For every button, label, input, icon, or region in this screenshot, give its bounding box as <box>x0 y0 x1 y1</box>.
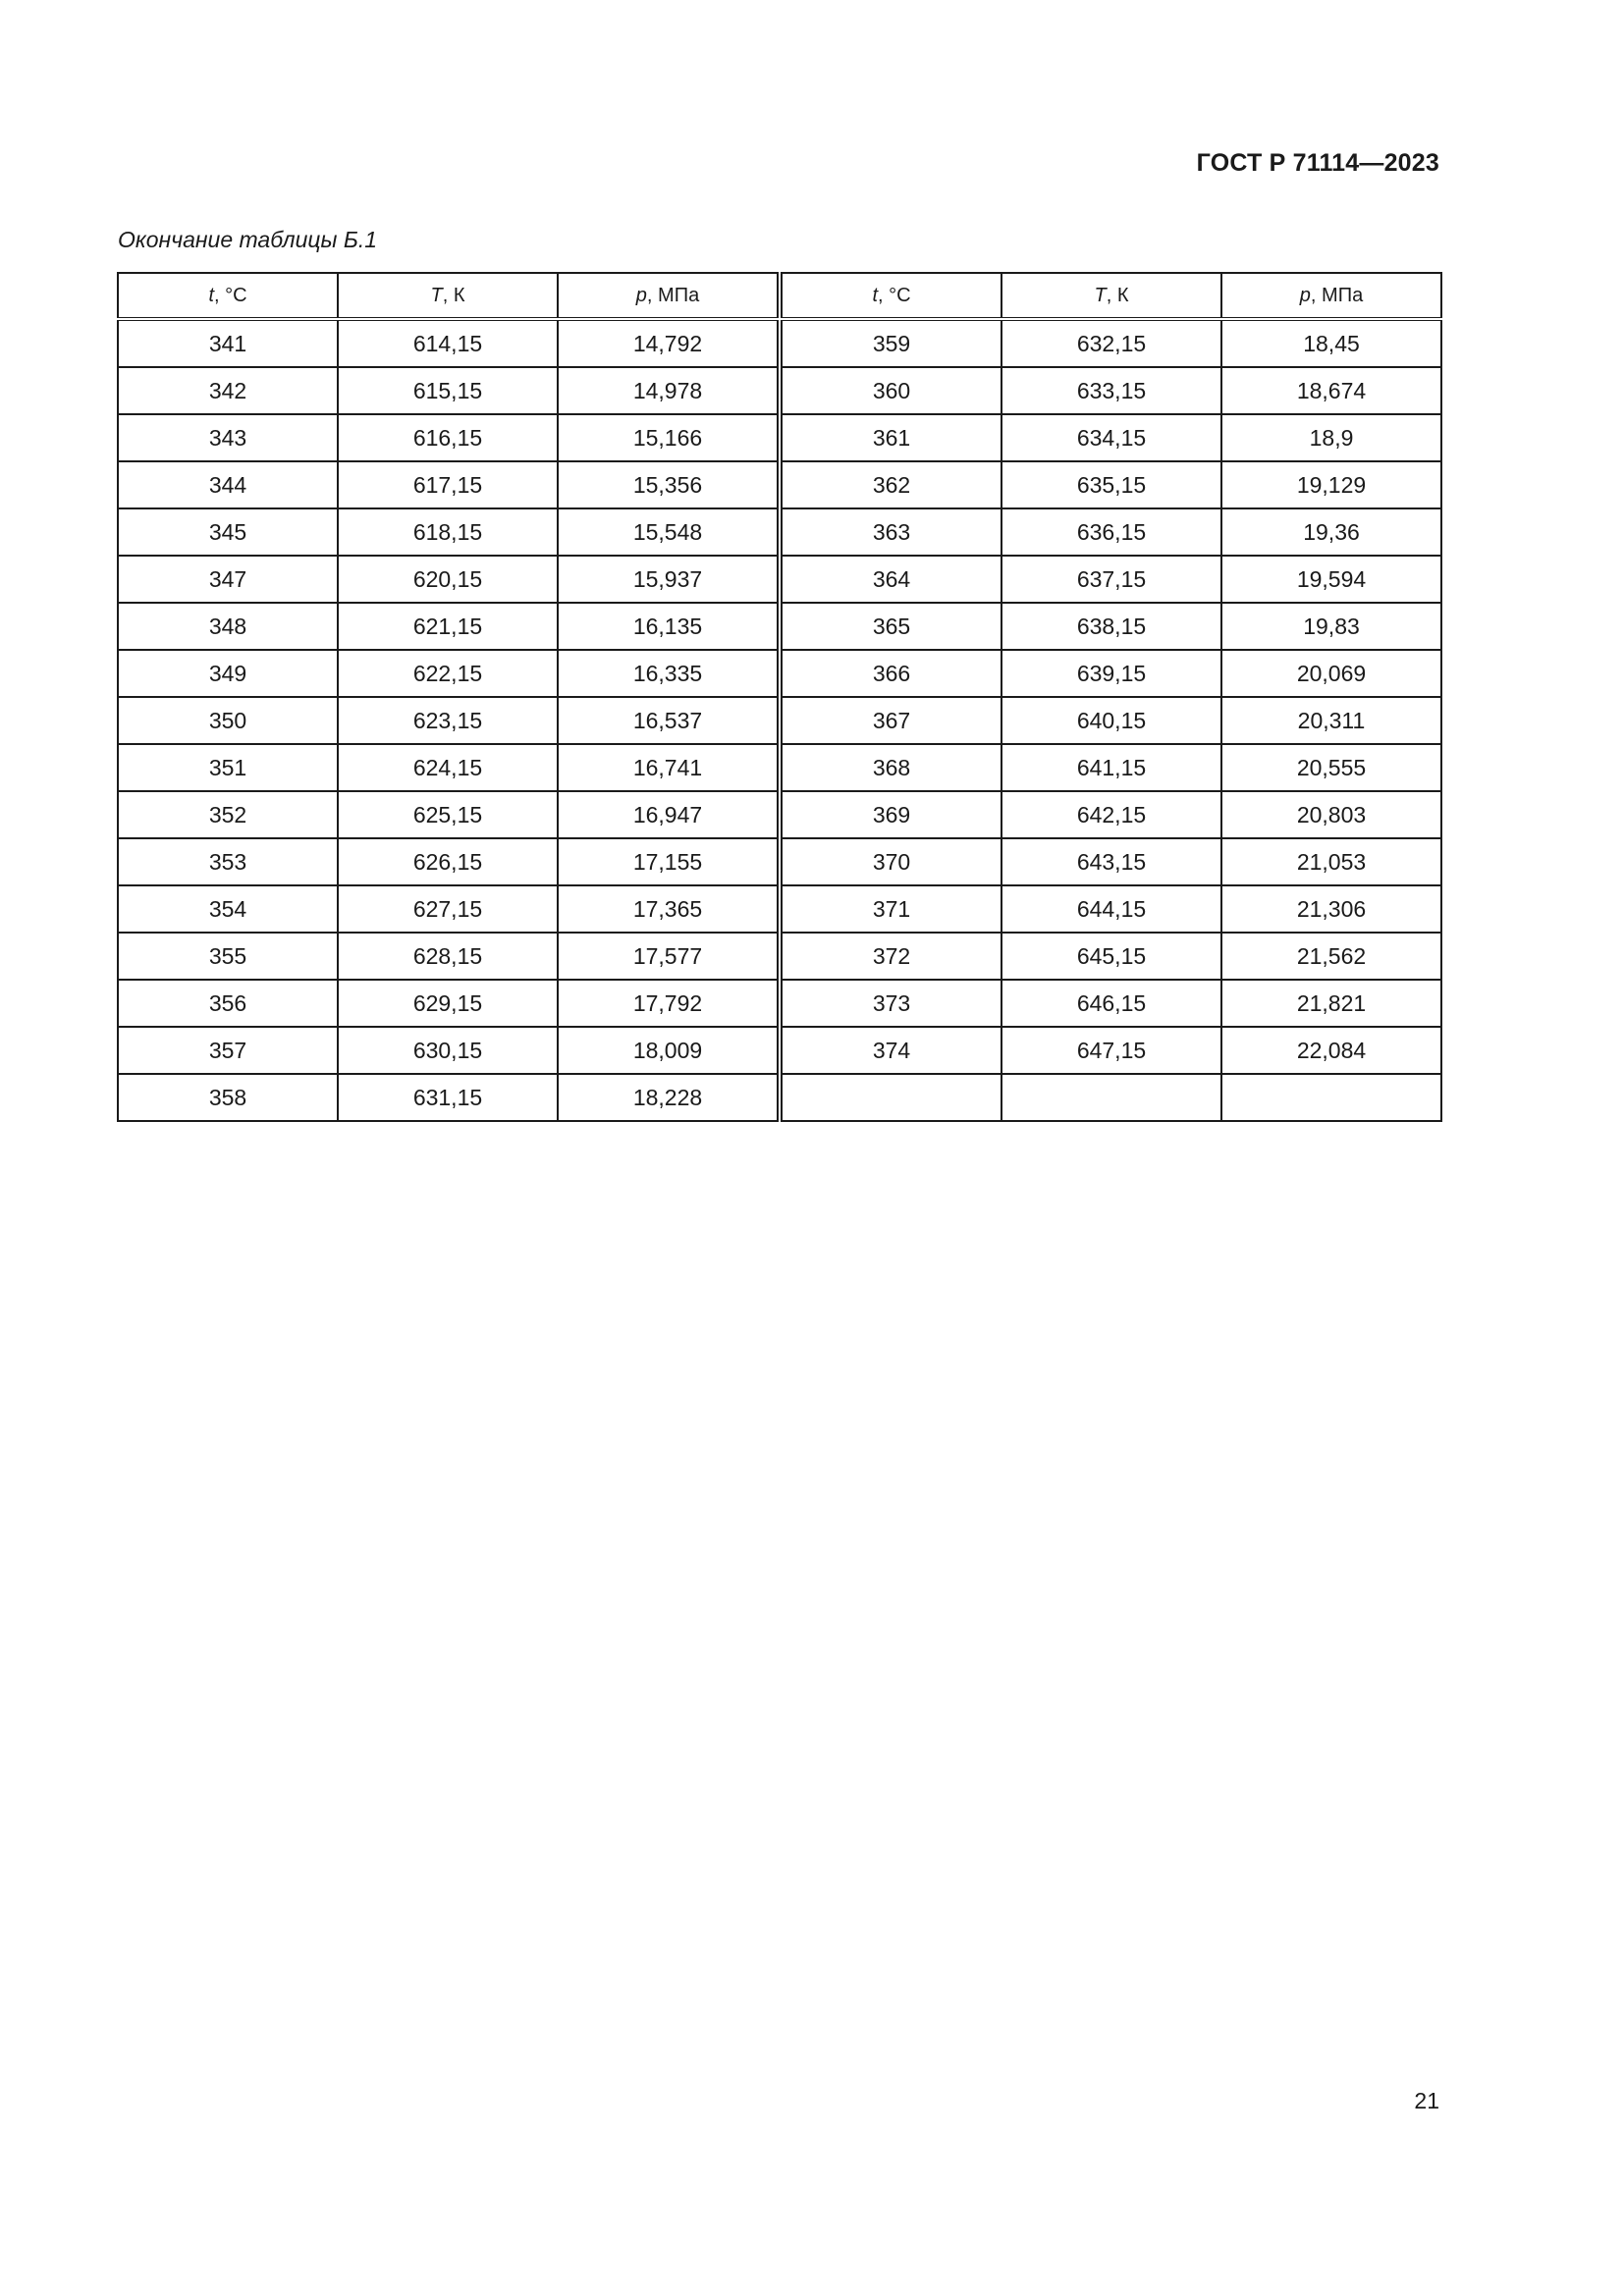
table-row <box>118 744 778 791</box>
table-cell: 345 <box>118 508 338 556</box>
table-cell: 371 <box>782 885 1001 933</box>
table-cell: 365 <box>782 603 1001 650</box>
table-row <box>118 697 778 744</box>
table-row <box>118 1074 778 1121</box>
table-right-body <box>782 319 1441 1121</box>
table-row <box>782 1074 1441 1121</box>
table-cell: 357 <box>118 1027 338 1074</box>
column-header-p: p, МПа <box>1221 273 1441 319</box>
table-left-half <box>117 272 779 1122</box>
table-cell: 341 <box>118 319 338 367</box>
table-row <box>782 885 1441 933</box>
table-row <box>782 838 1441 885</box>
table-cell <box>1221 1074 1441 1121</box>
table-cell: 369 <box>782 791 1001 838</box>
table-cell: 21,053 <box>1221 838 1441 885</box>
table-row <box>782 319 1441 367</box>
table-cell: 373 <box>782 980 1001 1027</box>
column-header-T: T, К <box>1001 273 1221 319</box>
table-row <box>782 603 1441 650</box>
table-left-body <box>118 319 778 1121</box>
table-cell: 19,594 <box>1221 556 1441 603</box>
table-row <box>782 556 1441 603</box>
table-cell: 370 <box>782 838 1001 885</box>
table-row <box>118 508 778 556</box>
table-cell: 642,15 <box>1001 791 1221 838</box>
table-cell: 16,947 <box>558 791 778 838</box>
table-cell: 627,15 <box>338 885 558 933</box>
table-cell: 638,15 <box>1001 603 1221 650</box>
table-cell: 16,135 <box>558 603 778 650</box>
table-cell: 17,365 <box>558 885 778 933</box>
table-caption: Окончание таблицы Б.1 <box>118 227 378 252</box>
table-cell: 618,15 <box>338 508 558 556</box>
table-cell: 368 <box>782 744 1001 791</box>
table-cell: 16,537 <box>558 697 778 744</box>
table-row <box>118 980 778 1027</box>
table-cell: 17,155 <box>558 838 778 885</box>
table-cell: 630,15 <box>338 1027 558 1074</box>
table-cell: 14,978 <box>558 367 778 414</box>
table-row <box>118 650 778 697</box>
table-row <box>118 1027 778 1074</box>
column-header-t: t, °С <box>782 273 1001 319</box>
table-row <box>782 461 1441 508</box>
table-cell: 643,15 <box>1001 838 1221 885</box>
table-cell: 633,15 <box>1001 367 1221 414</box>
table-cell: 349 <box>118 650 338 697</box>
table-cell: 374 <box>782 1027 1001 1074</box>
table-row <box>782 697 1441 744</box>
table-cell: 19,36 <box>1221 508 1441 556</box>
table-cell: 616,15 <box>338 414 558 461</box>
table-cell: 647,15 <box>1001 1027 1221 1074</box>
table-cell: 632,15 <box>1001 319 1221 367</box>
table-cell: 347 <box>118 556 338 603</box>
table-cell: 348 <box>118 603 338 650</box>
table-row <box>782 791 1441 838</box>
table-cell: 622,15 <box>338 650 558 697</box>
table-cell: 18,674 <box>1221 367 1441 414</box>
table-cell: 359 <box>782 319 1001 367</box>
table-cell: 366 <box>782 650 1001 697</box>
table-row <box>118 885 778 933</box>
table-cell: 358 <box>118 1074 338 1121</box>
table-cell: 631,15 <box>338 1074 558 1121</box>
table-cell: 629,15 <box>338 980 558 1027</box>
table-row <box>118 838 778 885</box>
table-cell: 352 <box>118 791 338 838</box>
table-cell <box>1001 1074 1221 1121</box>
table-cell: 641,15 <box>1001 744 1221 791</box>
table-row <box>118 603 778 650</box>
table-cell: 628,15 <box>338 933 558 980</box>
table-cell: 15,356 <box>558 461 778 508</box>
table-cell: 615,15 <box>338 367 558 414</box>
table-row <box>118 367 778 414</box>
table-cell: 18,45 <box>1221 319 1441 367</box>
table-row <box>782 1027 1441 1074</box>
table-cell: 640,15 <box>1001 697 1221 744</box>
table-cell: 344 <box>118 461 338 508</box>
table-row <box>118 791 778 838</box>
table-cell: 367 <box>782 697 1001 744</box>
table-cell: 624,15 <box>338 744 558 791</box>
table-cell: 351 <box>118 744 338 791</box>
table-cell: 639,15 <box>1001 650 1221 697</box>
table-cell: 620,15 <box>338 556 558 603</box>
table-cell: 14,792 <box>558 319 778 367</box>
page-number: 21 <box>1414 2088 1439 2113</box>
table-cell: 20,311 <box>1221 697 1441 744</box>
column-header-p: p, МПа <box>558 273 778 319</box>
table-cell: 18,9 <box>1221 414 1441 461</box>
table-cell: 18,009 <box>558 1027 778 1074</box>
table-cell: 635,15 <box>1001 461 1221 508</box>
table-cell: 623,15 <box>338 697 558 744</box>
table-cell: 356 <box>118 980 338 1027</box>
column-header-t: t, °С <box>118 273 338 319</box>
table-cell: 20,803 <box>1221 791 1441 838</box>
table-row <box>782 367 1441 414</box>
table-cell: 625,15 <box>338 791 558 838</box>
document-id: ГОСТ Р 71114—2023 <box>1196 149 1439 177</box>
table-cell: 355 <box>118 933 338 980</box>
table-cell: 354 <box>118 885 338 933</box>
table-cell: 614,15 <box>338 319 558 367</box>
table-cell: 18,228 <box>558 1074 778 1121</box>
table-cell: 17,792 <box>558 980 778 1027</box>
table-row <box>782 980 1441 1027</box>
table-cell: 20,555 <box>1221 744 1441 791</box>
table-cell: 372 <box>782 933 1001 980</box>
table-header-row <box>118 273 778 319</box>
table-cell: 645,15 <box>1001 933 1221 980</box>
table-cell: 16,335 <box>558 650 778 697</box>
table-cell: 644,15 <box>1001 885 1221 933</box>
table-cell: 353 <box>118 838 338 885</box>
table-cell: 20,069 <box>1221 650 1441 697</box>
table-cell: 15,937 <box>558 556 778 603</box>
table-cell: 626,15 <box>338 838 558 885</box>
table-cell: 21,562 <box>1221 933 1441 980</box>
table-cell: 15,548 <box>558 508 778 556</box>
table-cell <box>782 1074 1001 1121</box>
table-row <box>782 744 1441 791</box>
table-cell: 343 <box>118 414 338 461</box>
table-header-row <box>782 273 1441 319</box>
table-cell: 634,15 <box>1001 414 1221 461</box>
table-cell: 362 <box>782 461 1001 508</box>
table-cell: 19,129 <box>1221 461 1441 508</box>
table-cell: 363 <box>782 508 1001 556</box>
table-row <box>118 933 778 980</box>
table-cell: 16,741 <box>558 744 778 791</box>
table-row <box>782 933 1441 980</box>
table-row <box>118 461 778 508</box>
table-row <box>118 556 778 603</box>
table-cell: 350 <box>118 697 338 744</box>
data-table <box>117 272 1438 1122</box>
table-cell: 360 <box>782 367 1001 414</box>
table-row <box>782 508 1441 556</box>
table-row <box>782 414 1441 461</box>
table-cell: 21,306 <box>1221 885 1441 933</box>
table-cell: 15,166 <box>558 414 778 461</box>
table-cell: 22,084 <box>1221 1027 1441 1074</box>
table-cell: 342 <box>118 367 338 414</box>
table-cell: 646,15 <box>1001 980 1221 1027</box>
table-cell: 637,15 <box>1001 556 1221 603</box>
table-cell: 21,821 <box>1221 980 1441 1027</box>
table-cell: 17,577 <box>558 933 778 980</box>
table-row <box>118 414 778 461</box>
table-row <box>118 319 778 367</box>
table-cell: 19,83 <box>1221 603 1441 650</box>
table-cell: 636,15 <box>1001 508 1221 556</box>
table-row <box>782 650 1441 697</box>
table-right-half <box>781 272 1442 1122</box>
table-cell: 617,15 <box>338 461 558 508</box>
table-cell: 361 <box>782 414 1001 461</box>
table-cell: 364 <box>782 556 1001 603</box>
table-cell: 621,15 <box>338 603 558 650</box>
column-header-T: T, К <box>338 273 558 319</box>
